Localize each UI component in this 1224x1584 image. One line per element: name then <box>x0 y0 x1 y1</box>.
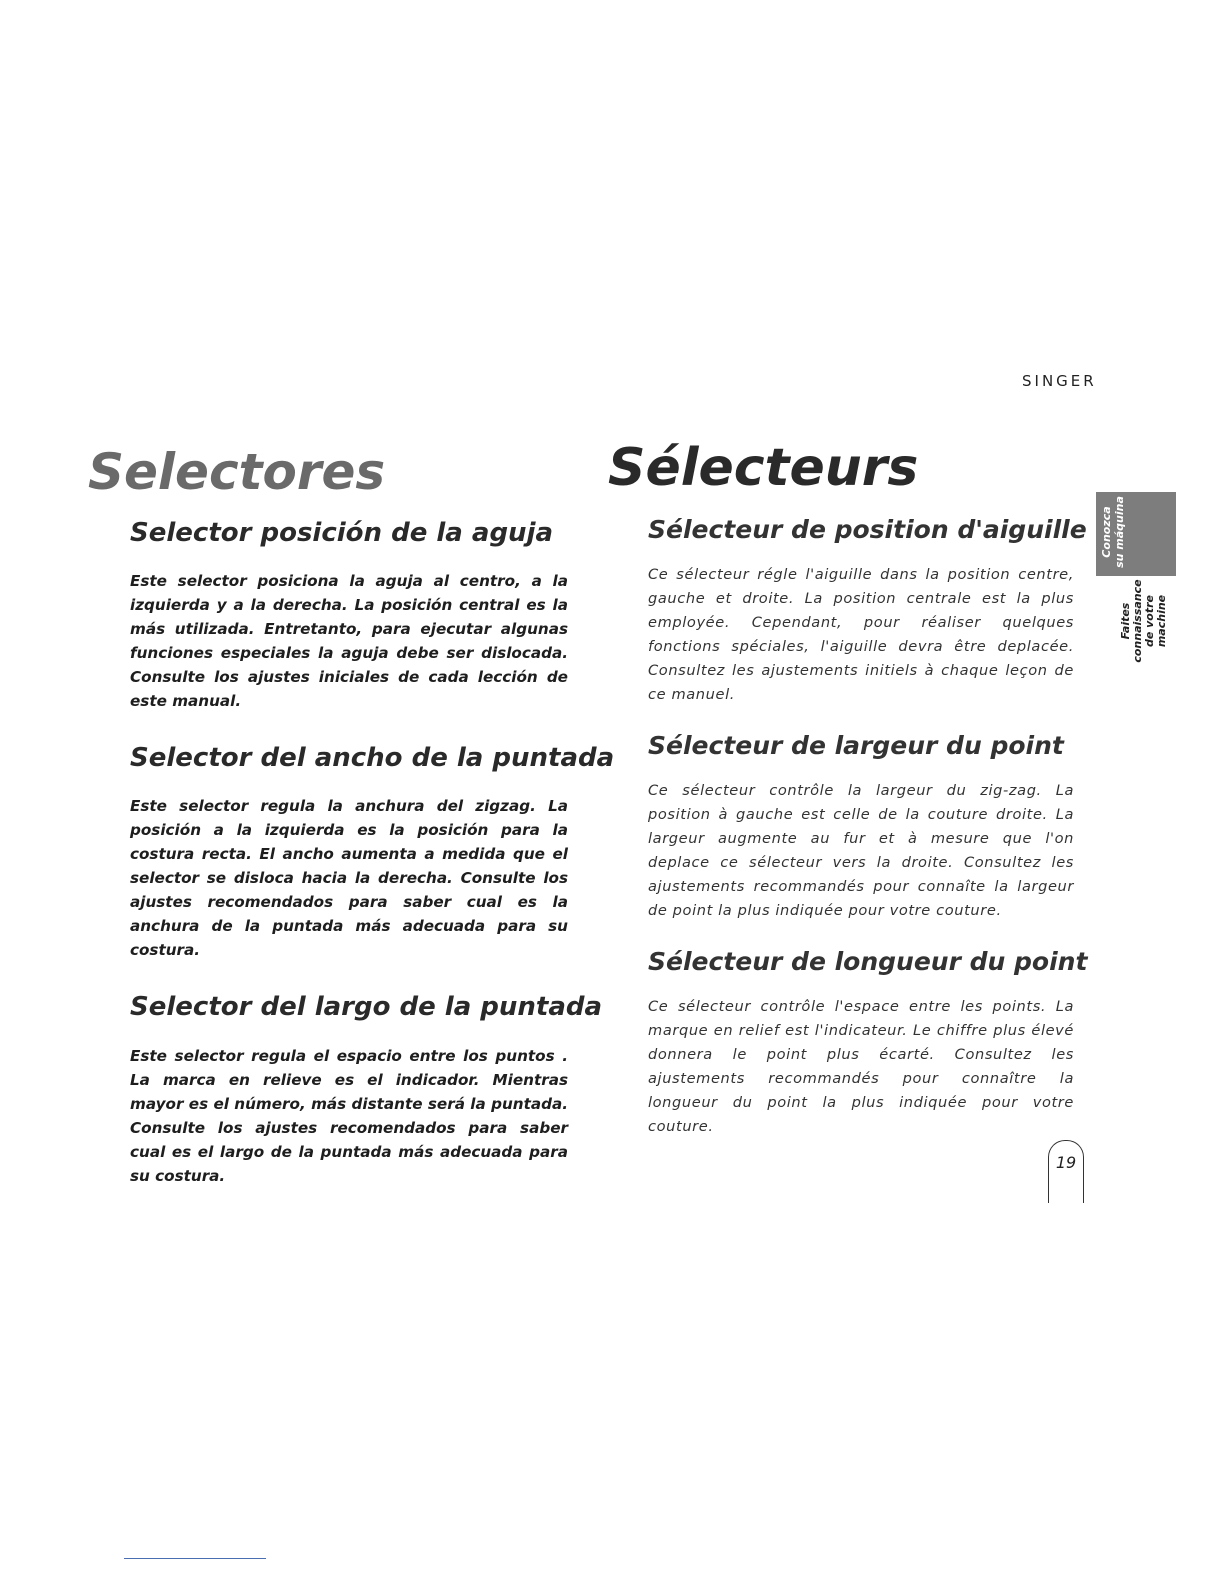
french-heading-needle-position: Sélecteur de position d'aiguille <box>648 515 1087 545</box>
spanish-paragraph-stitch-length: Este selector regula el espacio entre los puntos . La marca en relieve es el indicador. Mientras mayor es el número, más distante será la puntada. Consulte los ajustes recomendados para saber cual es el largo de la puntada más adecuada para su costura. <box>130 1046 568 1185</box>
brand-logo: SINGER <box>1022 372 1097 390</box>
french-paragraph-stitch-width: Ce sélecteur contrôle la largeur du zig-zag. La position à gauche est celle de la couture droite. La largeur augmente au fur et à mesure que l'on deplace ce sélecteur vers la droite. Consultez les ajustements recommandés pour connaîte la largeur de point la plus indiquée pour votre couture. <box>648 782 1074 920</box>
chapter-tab-french-line4: machine <box>1155 594 1168 648</box>
french-section-stitch-width <box>648 731 1074 923</box>
chapter-tab-spanish-line2: su máquina <box>1113 496 1126 568</box>
chapter-tab-french-line1: Faites <box>1119 602 1132 640</box>
spanish-heading-stitch-width: Selector del ancho de la puntada <box>130 743 615 774</box>
french-paragraph-stitch-length: Ce sélecteur contrôle l'espace entre les points. La marque en relief est l'indicateur. Le chiffre plus élevé donnera le point plus écarté. Consultez les ajustements recommandés pour connaître la longueur du point la plus indiquée pour votre couture. <box>648 998 1074 1136</box>
chapter-tab-french-line2: connaissance <box>1131 579 1144 663</box>
spanish-paragraph-stitch-width: Este selector regula la anchura del zigzag. La posición a la izquierda es la posición para la costura recta. El ancho aumenta a medida que el selector se disloca hacia la derecha. Consulte los ajustes recomendados para saber cual es la anchura de la puntada más adecuada para su costura. <box>130 797 568 960</box>
french-paragraph-needle-position: Ce sélecteur régle l'aiguille dans la position centre, gauche et droite. La position centrale est la plus employée. Cependant, pour réaliser quelques fonctions spéciales, l'aiguille devra être deplacée. Consultez les ajustements initiels à chaque leçon de ce manuel. <box>648 566 1074 704</box>
chapter-tab-label-spanish <box>1100 492 1126 572</box>
page-number-frame <box>1048 1140 1084 1203</box>
spanish-heading-stitch-length: Selector del largo de la puntada <box>130 992 603 1023</box>
french-heading-stitch-width: Sélecteur de largeur du point <box>648 731 1064 761</box>
page-number: 19 <box>1055 1153 1077 1172</box>
spanish-column <box>88 443 615 1218</box>
chapter-tab-spanish-line1: Conozca <box>1100 506 1113 558</box>
french-heading-stitch-length: Sélecteur de longueur du point <box>648 947 1088 977</box>
spanish-section-needle-position <box>130 518 568 713</box>
spanish-section-stitch-length <box>130 992 603 1187</box>
footer-rule <box>124 1558 266 1559</box>
spanish-heading-needle-position: Selector posición de la aguja <box>130 518 554 548</box>
french-page-title: Sélecteurs <box>608 438 919 498</box>
spanish-page-title: Selectores <box>88 443 386 501</box>
french-section-needle-position <box>648 515 1087 707</box>
spanish-paragraph-needle-position: Este selector posiciona la aguja al centro, a la izquierda y a la derecha. La posición central es la más utilizada. Entretanto, para ejecutar algunas funciones especiales la aguja debe ser dislocada. Consulte los ajustes iniciales de cada lección de este manual. <box>130 572 568 711</box>
chapter-side-tab <box>1096 492 1176 668</box>
chapter-tab-french-line3: de votre <box>1143 594 1156 648</box>
french-section-stitch-length <box>648 947 1088 1139</box>
spanish-section-stitch-width <box>130 743 615 962</box>
chapter-tab-label-french <box>1120 578 1168 664</box>
